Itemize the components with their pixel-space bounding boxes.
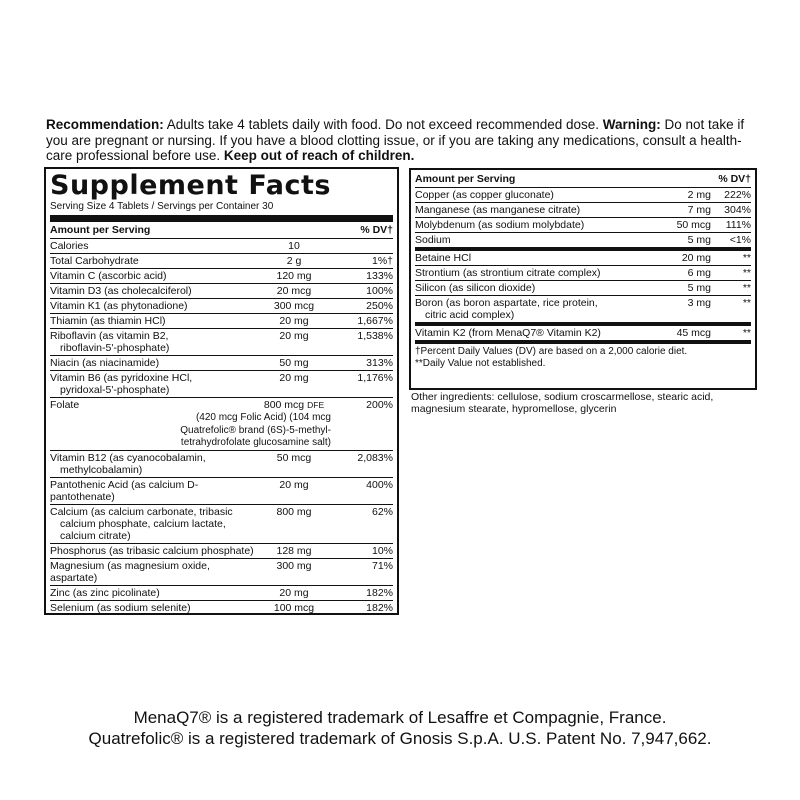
nutrient-dv: 313%: [366, 357, 393, 369]
panel-title: Supplement Facts: [50, 170, 331, 201]
nutrient-amount: [254, 255, 334, 267]
footnote-dv: †Percent Daily Values (DV) are based on a 2,000 calorie diet.: [415, 346, 688, 357]
nutrient-name-line: Pantothenic Acid (as calcium D-pantothenate): [50, 478, 199, 503]
table-row: [415, 281, 751, 296]
amount-value: 20 mg: [279, 586, 309, 599]
table-row: [50, 505, 393, 544]
nutrient-dv: 111%: [725, 219, 751, 231]
supplement-facts-panel: [44, 167, 399, 615]
nutrient-amount: [615, 267, 715, 279]
table-row: [415, 188, 751, 203]
serving-size: Serving Size 4 Tablets / Servings per Container 30: [50, 201, 274, 212]
nutrient-name: [50, 270, 254, 282]
nutrient-name-line: Vitamin C (ascorbic acid): [50, 270, 167, 282]
table-row: [415, 326, 751, 340]
nutrient-dv: **: [742, 267, 751, 279]
nutrient-dv: 1,667%: [357, 315, 393, 327]
nutrient-name-line: Vitamin B6 (as pyridoxine HCl,: [50, 372, 193, 384]
nutrient-amount: [254, 357, 334, 369]
nutrient-dv: 182%: [366, 601, 393, 614]
nutrient-dv: 222%: [724, 189, 751, 201]
amount-value: 800 mg: [276, 505, 312, 518]
header-amount: Amount per Serving: [415, 173, 516, 185]
nutrient-name-line: Boron (as boron aspartate, rice protein,: [415, 297, 598, 309]
nutrient-dv: 71%: [371, 559, 393, 572]
nutrient-name-line: Manganese (as manganese citrate): [415, 204, 581, 216]
nutrient-name: [415, 204, 615, 216]
nutrient-name: [50, 372, 254, 396]
table-header: [415, 170, 751, 188]
table-row: [50, 239, 393, 254]
nutrient-name: [50, 602, 254, 614]
amount-value: 300 mg: [276, 559, 312, 572]
recommendation-label: Recommendation:: [46, 117, 164, 132]
table-row: [50, 559, 393, 586]
nutrient-dv: 1,176%: [357, 372, 393, 384]
nutrient-name-line: Copper (as copper gluconate): [415, 189, 554, 201]
nutrient-name: [415, 327, 615, 339]
warning-body: Do not take if you are pregnant or nursing. If you have a blood clotting issue, or if you are taking any medications, consult a health-care professional before use.: [46, 117, 745, 163]
nutrient-amount: [254, 285, 334, 297]
table-row: [50, 314, 393, 329]
nutrient-name: [50, 399, 254, 411]
amount-value: 5 mg: [687, 282, 711, 294]
nutrient-name: [50, 330, 254, 354]
nutrient-amount: [254, 372, 334, 396]
nutrient-dv: <1%: [729, 234, 751, 246]
amount-value: 2 mg: [687, 189, 711, 201]
recommendation-body: Adults take 4 tablets daily with food. Do not exceed recommended dose.: [163, 117, 603, 132]
table-row: [415, 296, 751, 322]
nutrient-amount: [254, 330, 334, 354]
table-row: [50, 478, 393, 505]
nutrient-name-line: Niacin (as niacinamide): [50, 357, 160, 369]
nutrient-name: [415, 297, 615, 321]
amount-value: 20 mg: [279, 478, 309, 491]
table-row: [50, 398, 393, 451]
table-row: [415, 266, 751, 281]
nutrient-name: [50, 315, 254, 327]
nutrient-dv: 250%: [366, 300, 393, 312]
table-row: [50, 601, 393, 615]
nutrient-dv: 400%: [366, 478, 393, 491]
table-header: [50, 222, 393, 239]
amount-value: 7 mg: [687, 204, 711, 216]
keep-out-warning: Keep out of reach of children.: [223, 148, 415, 163]
trademark-notice: [0, 707, 800, 749]
table-row: [50, 544, 393, 559]
amount-value: 50 mg: [279, 357, 309, 369]
table-row: [415, 218, 751, 233]
recommendation-text: [46, 117, 758, 164]
nutrient-dv: **: [742, 297, 751, 309]
nutrient-name-line: Thiamin (as thiamin HCl): [50, 315, 166, 327]
nutrient-name-line: Folate: [50, 399, 80, 411]
table-row: [50, 329, 393, 356]
nutrient-name-line: Vitamin D3 (as cholecalciferol): [50, 285, 192, 297]
amount-value: 120 mg: [276, 270, 312, 282]
table-row: [415, 251, 751, 266]
nutrient-amount: [615, 282, 715, 294]
folate-detail-line: Quatrefolic® brand (6S)-5-methyl-: [180, 424, 331, 436]
nutrient-dv: **: [742, 282, 751, 294]
nutrient-name-line: Selenium (as sodium selenite): [50, 601, 191, 614]
amount-value: 128 mg: [276, 544, 312, 557]
table-row: [50, 284, 393, 299]
divider-thick: [50, 215, 393, 222]
nutrient-dv: 2,083%: [357, 451, 393, 464]
table-row: [50, 371, 393, 398]
nutrient-name-line: Riboflavin (as vitamin B2,: [50, 330, 169, 342]
amount-value: 20 mcg: [276, 285, 312, 297]
nutrient-dv: 1%†: [371, 255, 393, 267]
nutrient-name-line: citric acid complex): [425, 309, 515, 321]
nutrient-name-line: Vitamin K1 (as phytonadione): [50, 300, 188, 312]
nutrient-name: [50, 285, 254, 297]
nutrient-name: [415, 234, 615, 246]
nutrient-name: [415, 252, 615, 264]
table-row: [50, 586, 393, 601]
nutrient-name-line: Magnesium (as magnesium oxide, aspartate): [50, 559, 210, 584]
nutrient-name-line: Vitamin K2 (from MenaQ7® Vitamin K2): [415, 327, 601, 339]
nutrient-name: [50, 506, 254, 542]
nutrient-name: [50, 255, 254, 267]
nutrient-amount: [615, 219, 715, 231]
table-row: [50, 451, 393, 478]
nutrient-amount: [615, 297, 715, 321]
nutrient-amount: [254, 270, 334, 282]
nutrient-name: [415, 267, 615, 279]
nutrient-list: [50, 239, 393, 615]
nutrient-name-line: Zinc (as zinc picolinate): [50, 586, 160, 599]
amount-value: 300 mcg: [273, 300, 315, 312]
nutrient-amount: [254, 587, 334, 599]
folate-detail-line: tetrahydrofolate glucosamine salt): [180, 437, 331, 448]
supplement-facts-panel-continued: [409, 168, 757, 390]
warning-label: Warning:: [602, 117, 661, 132]
nutrient-dv: 100%: [366, 285, 393, 297]
nutrient-amount: [615, 189, 715, 201]
table-row: [50, 269, 393, 284]
table-row: [50, 299, 393, 314]
header-dv: % DV†: [718, 173, 751, 185]
nutrient-amount: [615, 204, 715, 216]
nutrient-name-line: methylcobalamin): [60, 463, 143, 476]
nutrient-amount: [254, 479, 334, 503]
amount-value: 20 mg: [681, 252, 711, 264]
nutrient-name: [50, 545, 254, 557]
nutrient-name: [415, 219, 615, 231]
table-row: [50, 254, 393, 269]
amount-value: 10: [288, 240, 300, 252]
nutrient-amount: [254, 240, 334, 252]
nutrient-name-line: calcium citrate): [60, 529, 131, 542]
nutrient-name-line: Betaine HCl: [415, 252, 472, 264]
nutrient-dv: 200%: [366, 399, 393, 411]
table-row: [415, 203, 751, 218]
footnote-not-established: **Daily Value not established.: [415, 357, 546, 369]
nutrient-name-line: Total Carbohydrate: [50, 255, 139, 267]
amount-value: 20 mg: [279, 330, 309, 342]
nutrient-name-line: Molybdenum (as sodium molybdate): [415, 219, 585, 231]
amount-value: 20 mg: [279, 372, 309, 384]
amount-value: 5 mg: [687, 234, 711, 246]
other-ingredients: Other ingredients: cellulose, sodium croscarmellose, stearic acid, magnesium stearate, hypromellose, glycerin: [411, 391, 714, 415]
nutrient-dv: **: [742, 252, 751, 264]
nutrient-name-line: Silicon (as silicon dioxide): [415, 282, 536, 294]
nutrient-amount: [254, 602, 334, 614]
nutrient-name-line: Vitamin B12 (as cyanocobalamin,: [50, 451, 206, 464]
nutrient-dv: **: [742, 327, 751, 339]
nutrient-name: [50, 560, 254, 584]
table-row: [415, 233, 751, 247]
nutrient-name-line: riboflavin-5'-phosphate): [60, 342, 170, 354]
nutrient-amount: [254, 560, 334, 584]
nutrient-amount: [615, 234, 715, 246]
table-row: [50, 356, 393, 371]
nutrient-name: [50, 587, 254, 599]
nutrient-amount: [254, 399, 334, 411]
amount-value: 800 mcg: [263, 399, 305, 411]
amount-value: 6 mg: [687, 267, 711, 279]
trademark-menaq7: MenaQ7® is a registered trademark of Lesaffre et Compagnie, France.: [133, 708, 667, 727]
nutrient-amount: [615, 327, 715, 339]
nutrient-amount: [254, 506, 334, 542]
nutrient-name-line: calcium phosphate, calcium lactate,: [60, 517, 226, 530]
nutrient-name-line: Sodium: [415, 234, 451, 246]
amount-value: 3 mg: [687, 297, 711, 309]
nutrient-dv: 304%: [724, 204, 751, 216]
header-amount: Amount per Serving: [50, 224, 151, 236]
nutrient-list-k2: [415, 326, 751, 340]
nutrient-name-line: Calories: [50, 240, 89, 252]
amount-value: 45 mcg: [676, 327, 711, 339]
trademark-quatrefolic: Quatrefolic® is a registered trademark of Gnosis S.p.A. U.S. Patent No. 7,947,662.: [88, 729, 712, 748]
amount-value: 50 mcg: [676, 219, 711, 231]
nutrient-dv: 182%: [366, 586, 393, 599]
nutrient-name-line: pyridoxal-5'-phosphate): [60, 384, 170, 396]
nutrient-name: [50, 240, 254, 252]
nutrient-name: [50, 479, 254, 503]
nutrient-name: [50, 452, 254, 476]
nutrient-name: [415, 282, 615, 294]
nutrient-amount: [254, 315, 334, 327]
nutrient-amount: [254, 300, 334, 312]
amount-value: 50 mcg: [276, 451, 312, 464]
nutrient-name: [50, 300, 254, 312]
nutrient-amount: [254, 545, 334, 557]
nutrient-name-line: Strontium (as strontium citrate complex): [415, 267, 601, 279]
nutrient-dv: [334, 240, 393, 252]
nutrient-name: [415, 189, 615, 201]
nutrient-dv: 10%: [371, 544, 393, 557]
footnotes: [415, 344, 751, 371]
nutrient-amount: [254, 452, 334, 476]
nutrient-name-line: Calcium (as calcium carbonate, tribasic: [50, 505, 233, 518]
amount-value: 2 g: [286, 255, 302, 267]
folate-detail-line: (420 mcg Folic Acid) (104 mcg: [195, 412, 331, 423]
nutrient-name-line: Phosphorus (as tribasic calcium phosphate): [50, 544, 254, 557]
amount-value: 20 mg: [279, 315, 309, 327]
amount-value: 100 mcg: [273, 601, 315, 614]
amount-unit-suffix: DFE: [307, 400, 325, 410]
nutrient-dv: 1,538%: [357, 330, 393, 342]
header-dv: % DV†: [360, 224, 393, 236]
folate-detail: [136, 411, 331, 449]
nutrient-list-other: [415, 251, 751, 322]
nutrient-amount: [615, 252, 715, 264]
nutrient-name: [50, 357, 254, 369]
nutrient-dv: 62%: [371, 505, 393, 518]
nutrient-list-minerals: [415, 188, 751, 247]
nutrient-dv: 133%: [366, 270, 393, 282]
